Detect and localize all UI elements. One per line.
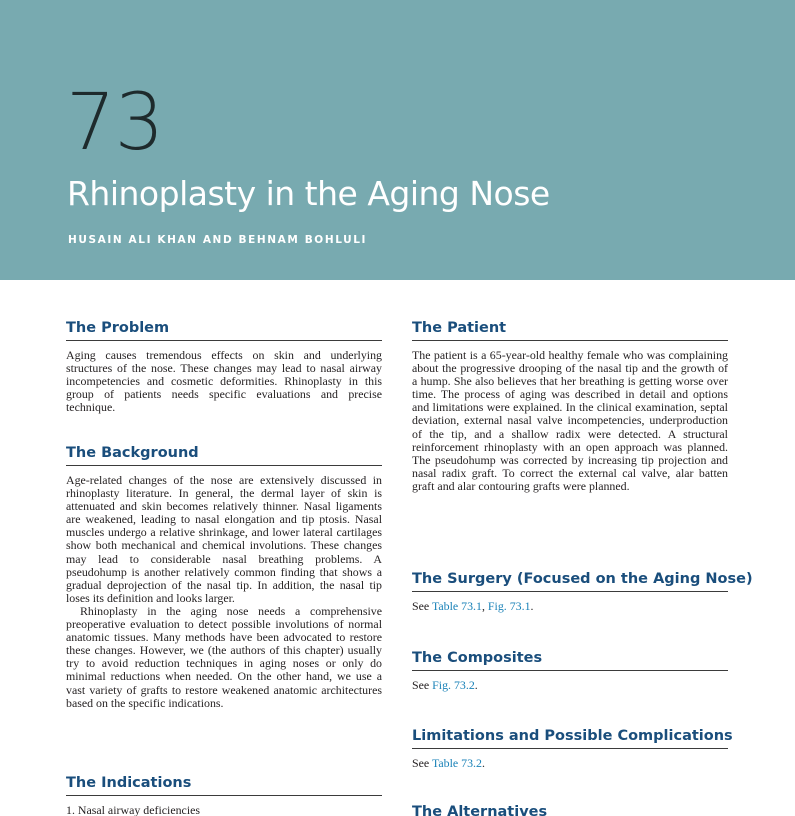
see-text: See xyxy=(412,678,433,692)
section-text xyxy=(66,349,382,414)
table-reference-link[interactable]: Table 73.1 xyxy=(431,599,482,613)
section-text xyxy=(412,757,728,770)
section-text xyxy=(412,349,728,493)
section-heading: Limitations and Possible Complications xyxy=(412,726,728,749)
figure-reference-link[interactable]: Fig. 73.2 xyxy=(432,678,475,692)
section-heading: The Alternatives xyxy=(412,804,548,816)
period-text: . xyxy=(530,599,534,613)
section-heading: The Patient xyxy=(412,318,728,341)
period-text: . xyxy=(474,678,478,692)
section-heading: The Problem xyxy=(66,318,382,341)
chapter-authors: HUSAIN ALI KHAN AND BEHNAM BOHLULI xyxy=(68,234,368,246)
list-item: 1. Nasal airway deficiencies xyxy=(66,803,201,816)
section-indications xyxy=(66,773,382,816)
separator-text: , xyxy=(481,599,488,613)
section-background xyxy=(66,443,382,710)
figure-reference-link[interactable]: Fig. 73.1 xyxy=(487,599,531,613)
section-heading: The Background xyxy=(66,443,382,466)
section-heading: The Surgery (Focused on the Aging Nose) xyxy=(412,569,728,592)
section-surgery xyxy=(412,569,753,613)
chapter-title: Rhinoplasty in the Aging Nose xyxy=(67,174,550,213)
see-text: See xyxy=(412,756,432,770)
paragraph: Rhinoplasty in the aging nose needs a comprehensive preoperative evaluation to detect possible involutions of normal anatomic tissues. Many methods have been advocated to restore these changes. However, we (the authors of this chapter) usually try to avoid reduction techniques in aging noses or only do minimal reductions when needed. On the other hand, we use a vast variety of grafts to restore weakened anatomic architectures based on the specific indications. xyxy=(66,603,382,710)
period-text: . xyxy=(481,756,485,770)
paragraph: The patient is a 65-year-old healthy female who was complaining about the progressive drooping of the nasal tip and the growth of a hump. She also believes that her breathing is getting worse over time. The process of aging was described in detail and options and limitations were explained. In the clinical examination, septal deviation, external nasal valve incompetencies, underproduction of the tip, and a shallow radix were detected. A structural reinforcement rhinoplasty with an open approach was planned. The pseudohump was corrected by increasing tip projection and nasal radix graft. To correct the external cal valve, alar batten graft and alar contouring grafts were planned. xyxy=(412,348,728,493)
section-composites xyxy=(412,648,728,692)
section-limitations xyxy=(412,726,733,770)
section-heading: The Indications xyxy=(66,773,382,796)
section-alternatives xyxy=(412,802,728,816)
section-heading: The Composites xyxy=(412,648,728,671)
section-text xyxy=(412,679,728,692)
chapter-banner xyxy=(0,0,795,280)
see-text: See xyxy=(412,599,432,613)
section-text xyxy=(66,474,382,710)
paragraph: Age-related changes of the nose are extensively discussed in rhinoplasty literature. In general, the dermal layer of skin is attenuated and skin becomes relatively thinner. Nasal ligaments are weakened, leading to nasal elongation and tip ptosis. Nasal muscles undergo a relative shrinkage, and lower lateral cartilages show both mechanical and chemical involutions. These changes may lead to considerable nasal breathing problems. A pseudohump is another relatively common finding that shows a gradual deprojection of the nasal tip. In addition, the nasal tip loses its definition and looks larger. xyxy=(66,473,382,605)
section-text xyxy=(412,600,728,613)
paragraph: Aging causes tremendous effects on skin and underlying structures of the nose. These changes may lead to nasal airway incompetencies and cosmetic deformities. Rhinoplasty in this group of patients needs specific evaluations and precise technique. xyxy=(66,348,382,415)
section-patient xyxy=(412,318,728,493)
section-problem xyxy=(66,318,382,414)
chapter-number: 73 xyxy=(66,78,164,168)
table-reference-link[interactable]: Table 73.2 xyxy=(431,756,482,770)
